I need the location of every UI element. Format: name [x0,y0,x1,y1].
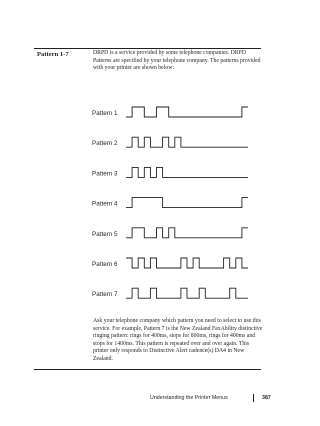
pattern-label: Pattern 7 [92,291,118,299]
pattern-row [92,167,248,177]
pattern-waveform [126,288,248,298]
top-rule [34,48,261,49]
page-number: 387 [262,395,271,401]
ring-patterns-diagram [90,100,256,304]
pattern-waveform [126,137,248,147]
pattern-waveform [126,167,248,177]
pattern-waveform [126,228,248,238]
pattern-row [92,107,248,117]
pattern-label: Pattern 4 [92,200,118,208]
ring-patterns-figure [90,100,256,304]
pattern-row [92,137,248,147]
pattern-label: Pattern 2 [92,140,118,148]
pattern-row [92,198,248,208]
entry-description: DRPD is a service provided by some telephone companies. DRPD Patterns are specified by your telephone company. The patterns provided with your printer are shown below: [93,50,261,72]
pattern-waveform [126,258,248,268]
entry-note: Ask your telephone company which pattern you need to select to use this service. For example, Pattern 7 is the New Zealand FaxAbility distinctive ringing pattern: rings for 400ms, stops for 800ms, rings for 400ms and stops for 1400ms. This pattern is repeated over and over again. This printer only responds to Distinctive Alert cadence(s) DA4 in New Zealand. [93,318,263,362]
footer-section-title: Understanding the Printer Menus [150,395,228,401]
pattern-waveform [126,107,248,117]
pattern-waveform [126,198,248,208]
pattern-label: Pattern 3 [92,170,118,178]
pattern-row [92,228,248,238]
pattern-row [92,288,248,298]
pattern-label: Pattern 5 [92,230,118,238]
pattern-row [92,258,248,268]
bottom-rule [34,369,261,370]
entry-term: Pattern 1-7 [37,51,69,58]
footer-separator [253,394,254,402]
pattern-label: Pattern 6 [92,261,118,268]
pattern-label: Pattern 1 [92,110,118,117]
